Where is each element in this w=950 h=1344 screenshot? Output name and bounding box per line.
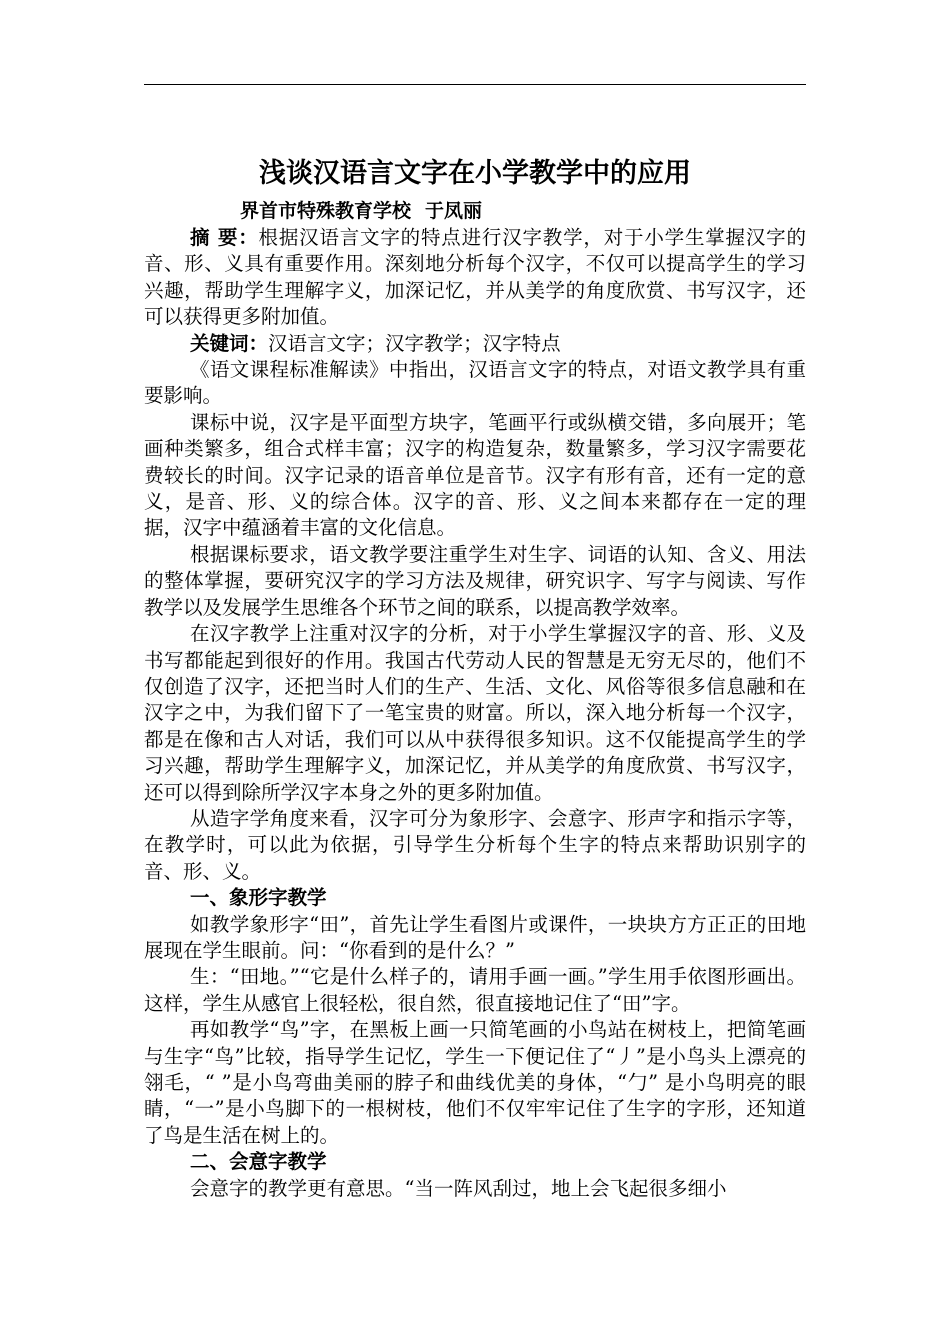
body-paragraph: 课标中说，汉字是平面型方块字，笔画平行或纵横交错，多向展开；笔画种类繁多，组合式样丰富；汉字的构造复杂，数量繁多，学习汉字需要花费较长的时间。汉字记录的语音单位是音节。汉字有形有音，还有一定的意义，是音、形、义的综合体。汉字的音、形、义之间本来都存在一定的理据，汉字中蕴涵着丰富的文化信息。 xyxy=(144,410,806,540)
body-paragraph: 根据课标要求，语文教学要注重学生对生字、词语的认知、含义、用法的整体掌握，要研究汉字的学习方法及规律，研究识字、写字与阅读、写作教学以及发展学生思维各个环节之间的联系，以提高教学效率。 xyxy=(144,542,806,619)
abstract-text: 根据汉语言文字的特点进行汉字教学，对于小学生掌握汉字的音、形、义具有重要作用。深刻地分析每个汉字，不仅可以提高学生的学习兴趣，帮助学生理解字义，加深记忆，并从美学的角度欣赏、书写汉字，还可以获得更多附加值。 xyxy=(144,226,806,329)
keywords-label: 关键词： xyxy=(190,331,269,355)
header-rule xyxy=(144,84,806,85)
keywords xyxy=(144,331,806,357)
body-paragraph: 再如教学“鸟”字，在黑板上画一只简笔画的小鸟站在树枝上，把简笔画与生字“鸟”比较，指导学生记忆，学生一下便记住了“丿”是小鸟头上漂亮的翎毛，“ ”是小鸟弯曲美丽的脖子和曲线优美的身体，“勹” 是小鸟明亮的眼睛，“一”是小鸟脚下的一根树枝，他们不仅牢牢记住了生字的字形，还知道了鸟是生活在树上的。 xyxy=(144,1018,806,1147)
body-paragraph: 《语文课程标准解读》中指出，汉语言文字的特点，对语文教学具有重要影响。 xyxy=(144,358,806,408)
author-school: 界首市特殊教育学校 xyxy=(240,200,412,222)
body-paragraph: 如教学象形字“田”，首先让学生看图片或课件，一块块方方正正的田地展现在学生眼前。问：“你看到的是什么？” xyxy=(144,912,806,962)
body-paragraph: 从造字学角度来看，汉字可分为象形字、会意字、形声字和指示字等，在教学时，可以此为依据，引导学生分析每个生字的特点来帮助识别字的音、形、义。 xyxy=(144,806,806,883)
document-title: 浅谈汉语言文字在小学教学中的应用 xyxy=(259,158,691,189)
keyword-item: 汉字特点 xyxy=(482,331,561,355)
document-body xyxy=(144,150,806,1202)
body-paragraph: 会意字的教学更有意思。“当一阵风刮过，地上会飞起很多细小 xyxy=(190,1176,727,1200)
body-paragraph: 生：“田地。”“它是什么样子的，请用手画一画。”学生用手依图形画出。这样，学生从感官上很轻松，很自然，很直接地记住了“田”字。 xyxy=(144,965,806,1015)
keyword-item: 汉字教学 xyxy=(385,331,464,355)
author-name: 于凤丽 xyxy=(425,200,483,222)
keyword-item: 汉语言文字 xyxy=(268,331,366,355)
body-paragraph: 在汉字教学上注重对汉字的分析，对于小学生掌握汉字的音、形、义及书写都能起到很好的作用。我国古代劳动人民的智慧是无穷无尽的，他们不仅创造了汉字，还把当时人们的生产、生活、文化、风俗等很多信息融和在汉字之中，为我们留下了一笔宝贵的财富。所以，深入地分析每一个汉字，都是在像和古人对话，我们可以从中获得很多知识。这不仅能提高学生的学习兴趣，帮助学生理解字义，加深记忆，并从美学的角度欣赏、书写汉字，还可以得到除所学汉字本身之外的更多附加值。 xyxy=(144,622,806,804)
abstract-label: 摘 要： xyxy=(190,226,259,249)
abstract xyxy=(144,225,806,331)
author-line xyxy=(144,198,806,225)
keyword-separator: ； xyxy=(365,331,386,355)
section-heading: 二、会意字教学 xyxy=(190,1150,327,1174)
keyword-separator: ； xyxy=(463,331,483,355)
section-heading: 一、象形字教学 xyxy=(190,886,327,910)
